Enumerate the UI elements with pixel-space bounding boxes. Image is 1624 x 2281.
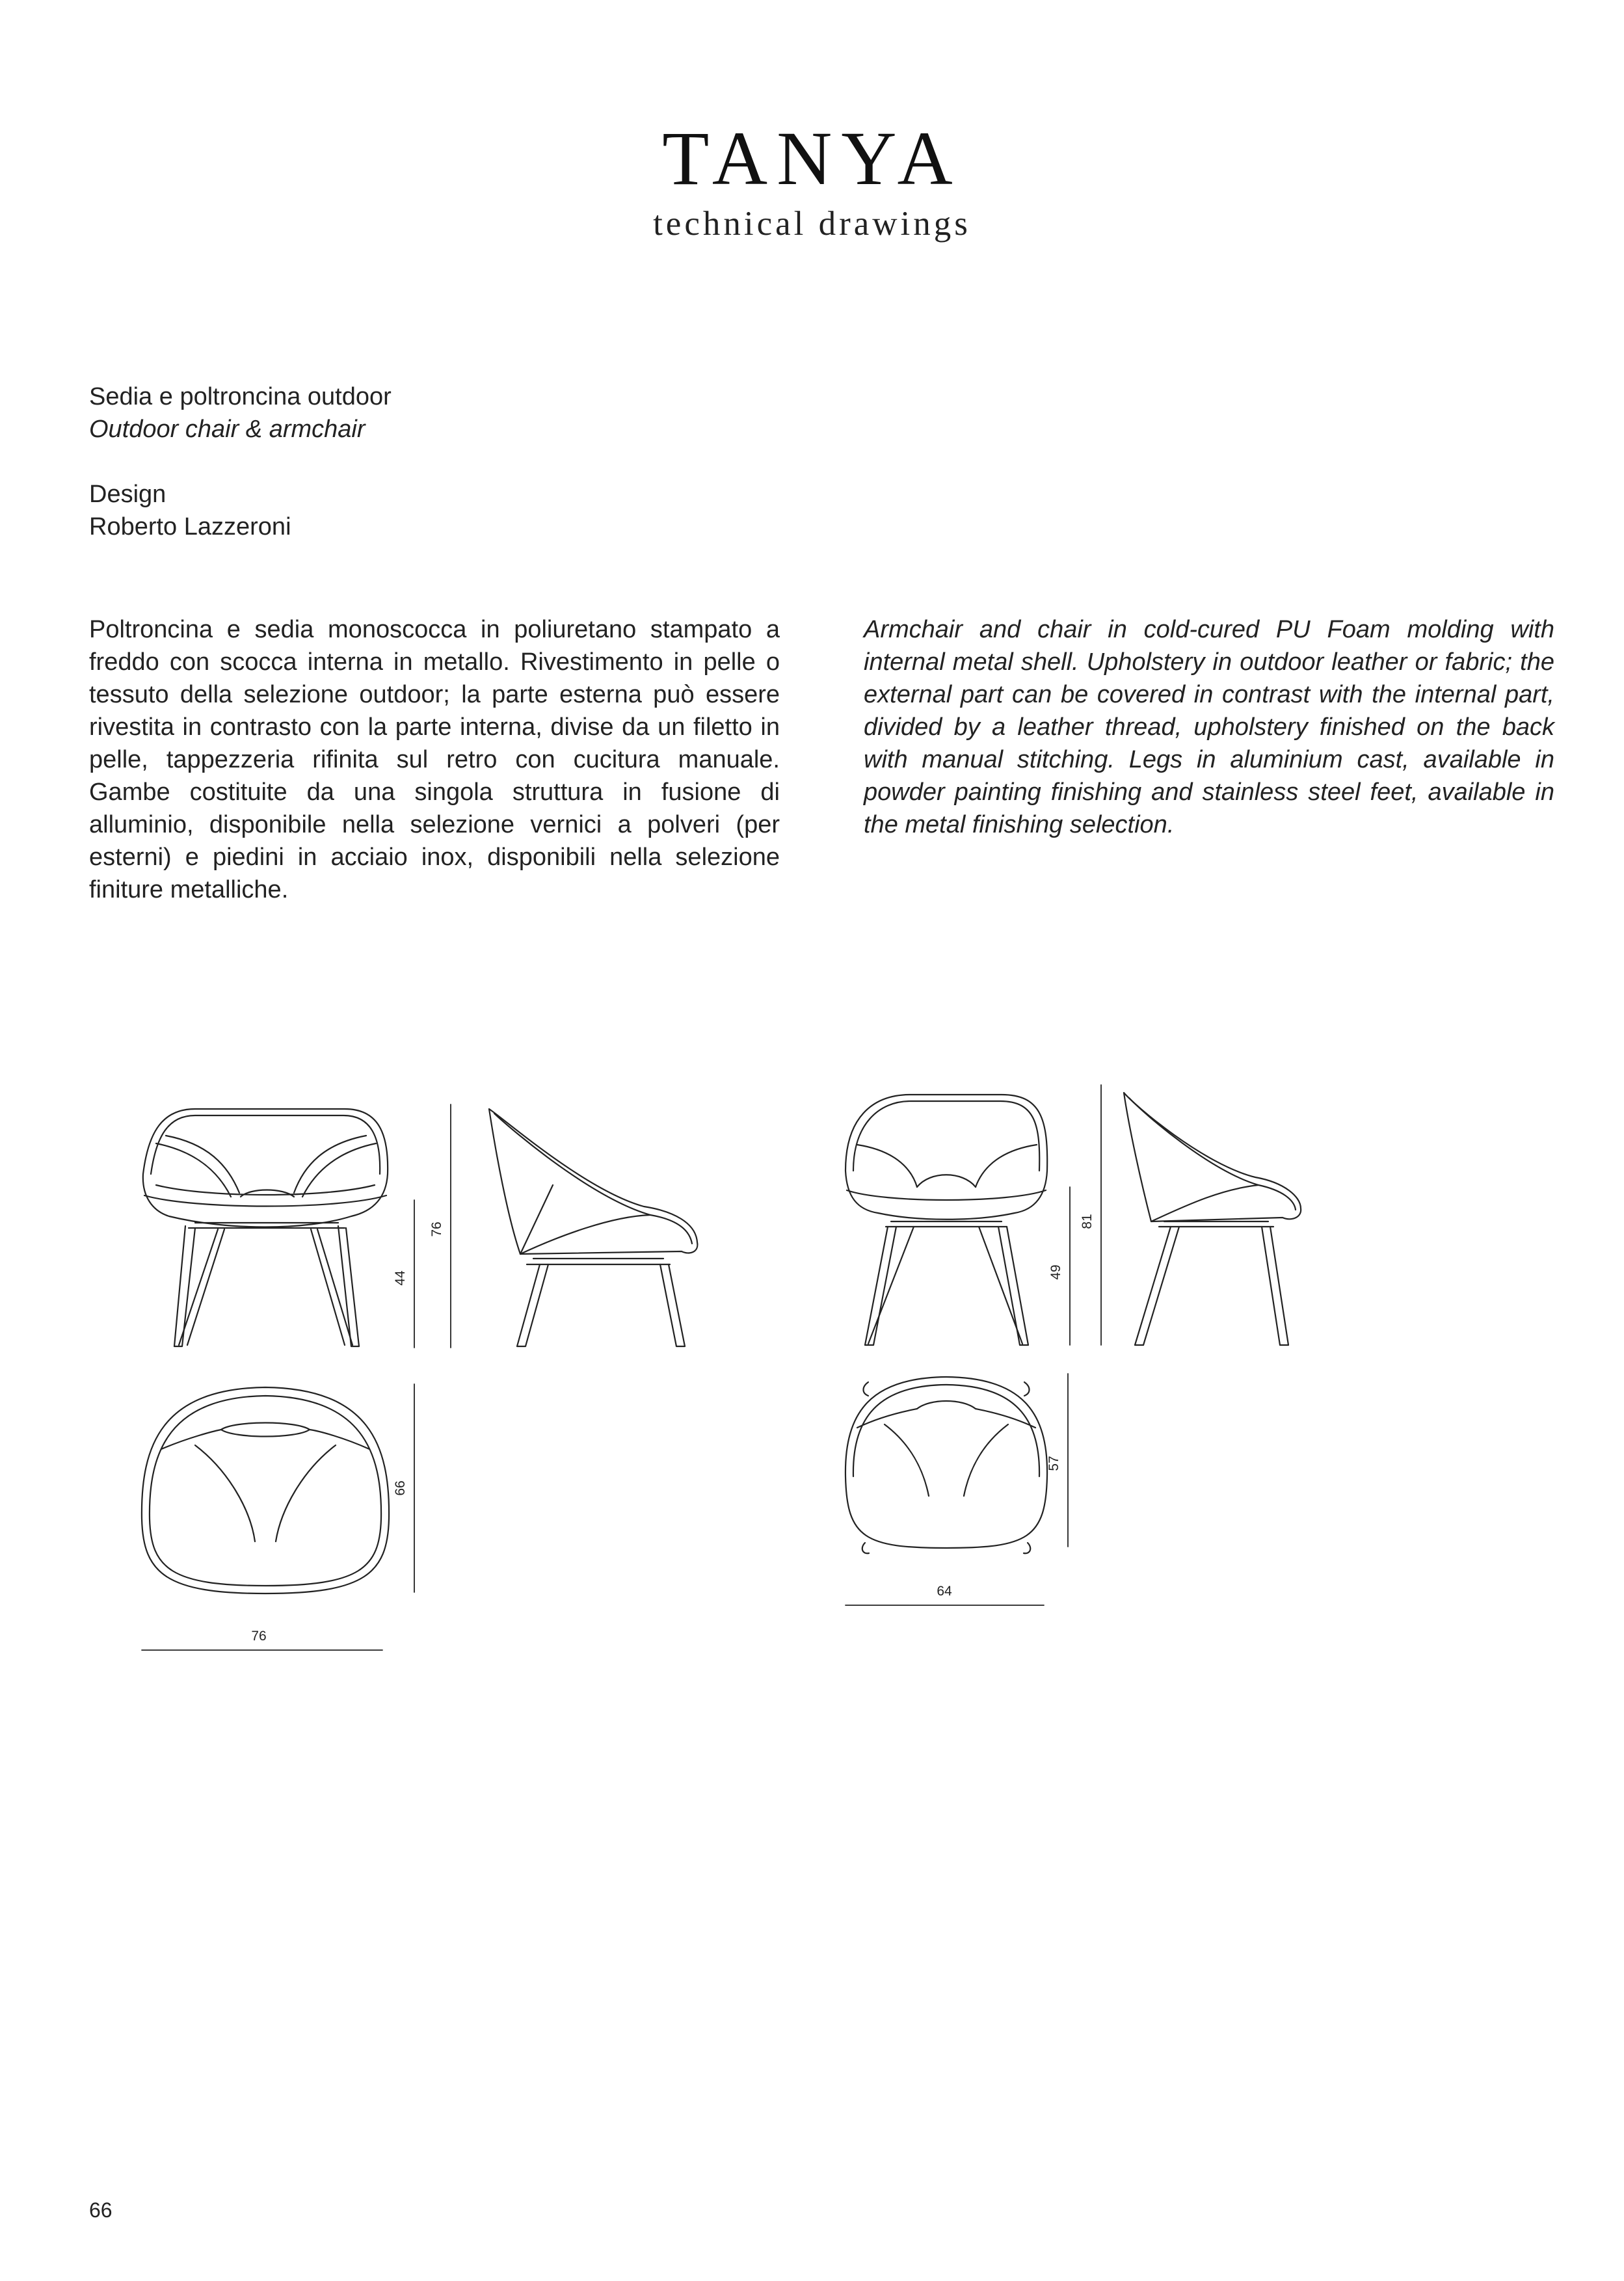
chair-width: 64 — [937, 1584, 952, 1599]
armchair-depth: 66 — [393, 1480, 408, 1496]
armchair-front-view — [143, 1109, 388, 1346]
armchair-total-height: 76 — [429, 1221, 444, 1237]
description-english: Armchair and chair in cold-cured PU Foam molding with internal metal shell. Upholstery in outdoor leather or fabric; the external part can be covered in contrast with the internal part, divided by a leather thread, upholstery finished on the back with manual stitching. Legs in aluminium cast, available in powder painting finishing and stainless steel feet, available in the metal finishing selection. — [864, 616, 1554, 838]
page-number: 66 — [89, 2198, 113, 2222]
product-type-en: Outdoor chair & armchair — [89, 416, 366, 443]
armchair-plan-dimensions — [142, 1384, 414, 1650]
armchair-seat-height: 44 — [393, 1270, 408, 1286]
chair-plan-dimensions — [845, 1374, 1068, 1605]
page-subtitle: technical drawings — [653, 205, 971, 243]
chair-depth: 57 — [1046, 1456, 1061, 1471]
armchair-width: 76 — [251, 1629, 267, 1644]
description-italian: Poltroncina e sedia monoscocca in poliuretano stampato a freddo con scocca interna in metallo. Rivestimento in pelle o tessuto della selezione outdoor; la parte esterna può essere rivestita in contrasto con la parte interna, divise da un filetto in pelle, tappezzeria rifinita sul retro con cucitura manuale. Gambe costituite da una singola struttura in fusione di alluminio, disponibile nella selezione vernici a polveri (per esterni) e piedini in acciaio inox, disponibili nella selezione finiture metalliche. — [89, 616, 780, 903]
chair-front-view — [845, 1095, 1047, 1345]
design-label: Design — [89, 481, 166, 508]
armchair-side-view — [489, 1109, 697, 1346]
armchair-top-view — [142, 1387, 389, 1594]
chair-top-view — [845, 1377, 1047, 1553]
chair-total-height: 81 — [1080, 1214, 1095, 1229]
product-type-it: Sedia e poltroncina outdoor — [89, 383, 392, 410]
chair-side-view — [1124, 1093, 1301, 1345]
page-title: TANYA — [662, 116, 962, 201]
chair-seat-height: 49 — [1048, 1264, 1063, 1280]
designer-name: Roberto Lazzeroni — [89, 513, 291, 540]
